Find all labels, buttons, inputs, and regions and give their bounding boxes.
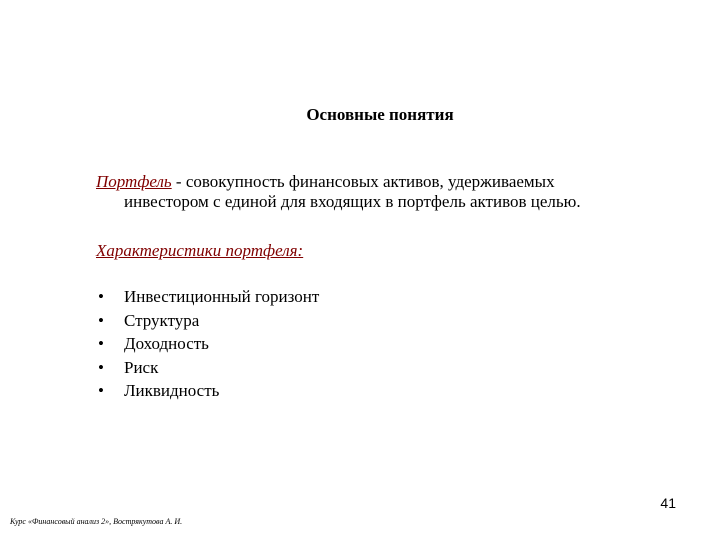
slide-title: Основные понятия: [306, 105, 454, 124]
list-item: [96, 287, 319, 311]
portfolio-definition: [96, 172, 696, 212]
characteristics-list: [96, 287, 319, 405]
bullet-icon: •: [98, 287, 104, 306]
definition-text-line1: - совокупность финансовых активов, удерживаемых: [171, 172, 555, 191]
bullet-icon: •: [98, 310, 104, 330]
list-item: [96, 311, 319, 335]
list-item-label: Ликвидность: [124, 381, 220, 400]
bullet-icon: •: [98, 381, 104, 400]
definition-term: Портфель: [96, 172, 172, 191]
page-number: 41: [660, 495, 676, 511]
list-item-label: Риск: [124, 357, 159, 377]
bullet-icon: •: [98, 357, 104, 377]
definition-text-line2: инвестором с единой для входящих в портфель активов целью.: [124, 192, 581, 211]
list-item-label: Инвестиционный горизонт: [124, 287, 320, 306]
list-item: [96, 334, 319, 358]
list-item: [96, 358, 319, 382]
characteristics-heading: Характеристики портфеля:: [96, 241, 304, 260]
bullet-icon: •: [98, 334, 104, 353]
list-item-label: Доходность: [124, 334, 209, 353]
list-item-label: Структура: [124, 310, 200, 330]
footer-course-credit: Курс «Финансовый анализ 2», Вострякутова А. И.: [10, 517, 183, 526]
list-item: [96, 381, 319, 405]
